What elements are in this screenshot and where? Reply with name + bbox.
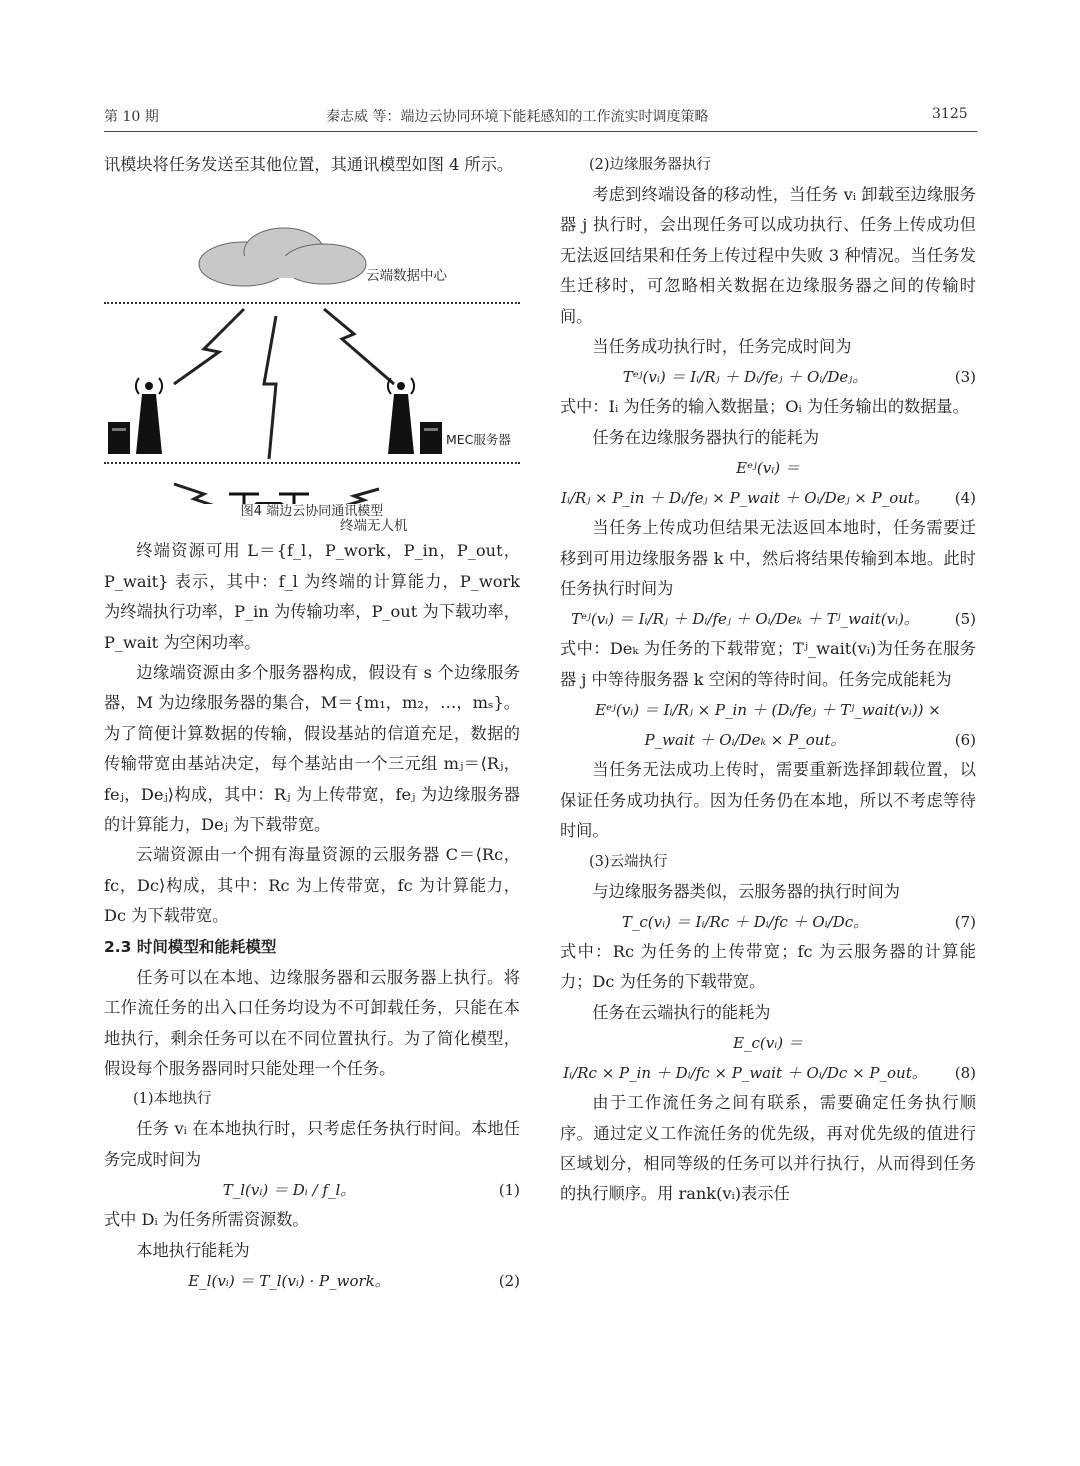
equation-8-number: (8) (954, 1064, 976, 1083)
equation-6-line-1: Eᵉʲ(vᵢ) ＝ Iᵢ/Rⱼ × P_in ＋ (Dᵢ/feⱼ ＋ Tʲ_wait(vᵢ)) × (595, 701, 941, 720)
para-eq5-desc: 式中：Deₖ 为任务的下载带宽；Tʲ_wait(vᵢ)为任务在服务器 j 中等待服务器 k 空闲的等待时间。任务完成能耗为 (560, 639, 976, 689)
para-terminal: 终端资源可用 L＝{f_l，P_work，P_in，P_out，P_wait} 表示，其中：f_l 为终端的计算能力，P_work 为终端执行功率，P_in 为传输功率，P_out 为下载功率，P_wait 为空闲功率。 (104, 541, 520, 652)
equation-8 (560, 1058, 976, 1088)
equation-7 (560, 907, 976, 937)
subheading-local: (1)本地执行 (133, 1091, 212, 1108)
para-fail: 当任务无法成功上传时，需要重新选择卸载位置，以保证任务成功执行。因为任务仍在本地，所以不考虑等待时间。 (560, 760, 976, 841)
equation-2-number: (2) (498, 1271, 520, 1290)
equation-3 (560, 362, 976, 392)
equation-8-line-1: E_c(vᵢ) ＝ (733, 1034, 803, 1053)
equation-4-line-1: Eᵉʲ(vᵢ) ＝ (736, 459, 800, 478)
server-icon (420, 422, 442, 454)
journal-issue: 第 10 期 (104, 109, 159, 125)
equation-4 (560, 483, 976, 513)
para-migrate: 当任务上传成功但结果无法返回本地时，任务需要迁移到可用边缘服务器 k 中，然后将结果传输到本地。此时任务执行时间为 (560, 518, 976, 599)
para-edge-resources: 边缘端资源由多个服务器构成，假设有 s 个边缘服务器，M 为边缘服务器的集合，M＝{m₁，m₂，…，mₛ}。为了简便计算数据的传输，假设基站的信道充足，数据的传输带宽由基站决定，每个基站由一个三元组 mⱼ＝⟨Rⱼ，feⱼ，Deⱼ⟩构成，其中：Rⱼ 为上传带宽，feⱼ 为边缘服务器的计算能力，Deⱼ 为下载带宽。 (104, 663, 520, 835)
equation-6 (560, 725, 976, 755)
drone-label: 终端无人机 (340, 518, 408, 535)
communication-model-diagram (104, 184, 520, 504)
right-column (560, 150, 976, 1210)
equation-6-body: P_wait ＋ Oᵢ/Deₖ × P_out。 (644, 731, 846, 750)
equation-4-body: Iᵢ/Rⱼ × P_in ＋ Dᵢ/feⱼ × P_wait ＋ Oᵢ/Deⱼ × P_out。 (561, 489, 929, 508)
equation-1-number: (1) (498, 1181, 520, 1200)
base-station-icon (388, 378, 414, 454)
lightning-bolt-icon (174, 309, 244, 384)
header-rule (104, 131, 977, 132)
equation-6-number: (6) (954, 731, 976, 750)
section-heading: 2.3 时间模型和能耗模型 (104, 937, 277, 956)
lightning-bolt-icon (324, 309, 394, 384)
mec-label: MEC服务器 (446, 432, 511, 448)
equation-5 (560, 604, 976, 634)
cloud-label: 云端数据中心 (366, 268, 447, 285)
base-station-icon (136, 378, 162, 454)
para-cloud-resources: 云端资源由一个拥有海量资源的云服务器 C＝⟨Rc，fc，Dc⟩构成，其中：Rc 为上传带宽，fc 为计算能力，Dc 为下载带宽。 (104, 845, 520, 926)
equation-3-number: (3) (954, 368, 976, 387)
running-title: 秦志威 等：端边云协同环境下能耗感知的工作流实时调度策略 (326, 109, 709, 125)
equation-2 (104, 1266, 520, 1296)
para-model: 任务可以在本地、边缘服务器和云服务器上执行。将工作流任务的出入口任务均设为不可卸载任务，只能在本地执行，剩余任务可以在不同位置执行。为了简化模型，假设每个服务器同时只能处理一个任务。 (104, 967, 520, 1078)
equation-2-body: E_l(vᵢ) ＝ T_l(vᵢ) · P_work。 (188, 1271, 390, 1290)
para-local-di: 式中 Dᵢ 为任务所需资源数。 (104, 1210, 309, 1230)
left-column (104, 150, 520, 1296)
para-eq7-desc: 式中：Rc 为任务的上传带宽；fc 为云服务器的计算能力；Dc 为任务的下载带宽。 (560, 941, 976, 992)
para-cloud-energy: 任务在云端执行的能耗为 (592, 1002, 771, 1022)
equation-1-body: T_l(vᵢ) ＝ Dᵢ / f_l。 (222, 1181, 356, 1200)
para-order: 由于工作流任务之间有联系，需要确定任务执行顺序。通过定义工作流任务的优先级，再对优先级的值进行区域划分，相同等级的任务可以并行执行，从而得到任务的执行顺序。用 rank(vᵢ)表示任 (560, 1093, 976, 1204)
para-local-energy: 本地执行能耗为 (136, 1240, 250, 1260)
para-edge-exec: 考虑到终端设备的移动性，当任务 vᵢ 卸载至边缘服务器 j 执行时，会出现任务可以成功执行、任务上传成功但无法返回结果和任务上传过程中失败 3 种情况。当任务发生迁移时，可忽略相关数据在边缘服务器之间的传输时间。 (560, 185, 976, 326)
figure-caption: 图4 端边云协同通讯模型 (240, 504, 384, 520)
para-intro: 讯模块将任务发送至其他位置，其通讯模型如图 4 所示。 (104, 155, 514, 174)
para-success: 当任务成功执行时，任务完成时间为 (592, 337, 852, 357)
figure-4 (104, 184, 520, 535)
subheading-edge: (2)边缘服务器执行 (589, 157, 712, 173)
equation-7-number: (7) (954, 912, 976, 931)
equation-7-body: T_c(vᵢ) ＝ Iᵢ/Rc ＋ Dᵢ/fc ＋ Oᵢ/Dc。 (621, 912, 869, 931)
equation-8-body: Iᵢ/Rc × P_in ＋ Dᵢ/fc × P_wait ＋ Oᵢ/Dc × P_out。 (563, 1064, 927, 1083)
lightning-bolt-icon (264, 316, 276, 459)
page-number: 3125 (932, 106, 968, 122)
para-edge-energy: 任务在边缘服务器执行的能耗为 (592, 427, 820, 447)
cloud-icon (199, 228, 366, 286)
cloud-layer-divider (104, 302, 520, 304)
equation-5-body: Tᵉʲ(vᵢ) ＝ Iᵢ/Rⱼ ＋ Dᵢ/feⱼ ＋ Oᵢ/Deₖ ＋ Tʲ_wait(vᵢ)。 (571, 610, 919, 629)
subheading-cloud: (3)云端执行 (589, 853, 668, 870)
para-eq3-desc: 式中：Iᵢ 为任务的输入数据量；Oᵢ 为任务输出的数据量。 (560, 397, 969, 417)
equation-4-number: (4) (954, 489, 976, 508)
equation-3-body: Tᵉʲ(vᵢ) ＝ Iᵢ/Rⱼ ＋ Dᵢ/feⱼ ＋ Oᵢ/Deⱼ。 (622, 368, 868, 387)
edge-layer-divider (104, 462, 520, 464)
para-local: 任务 vᵢ 在本地执行时，只考虑任务执行时间。本地任务完成时间为 (104, 1119, 520, 1169)
equation-1 (104, 1175, 520, 1205)
para-cloud-exec: 与边缘服务器类似，云服务器的执行时间为 (592, 881, 900, 901)
server-icon (108, 422, 130, 454)
equation-5-number: (5) (954, 610, 976, 629)
